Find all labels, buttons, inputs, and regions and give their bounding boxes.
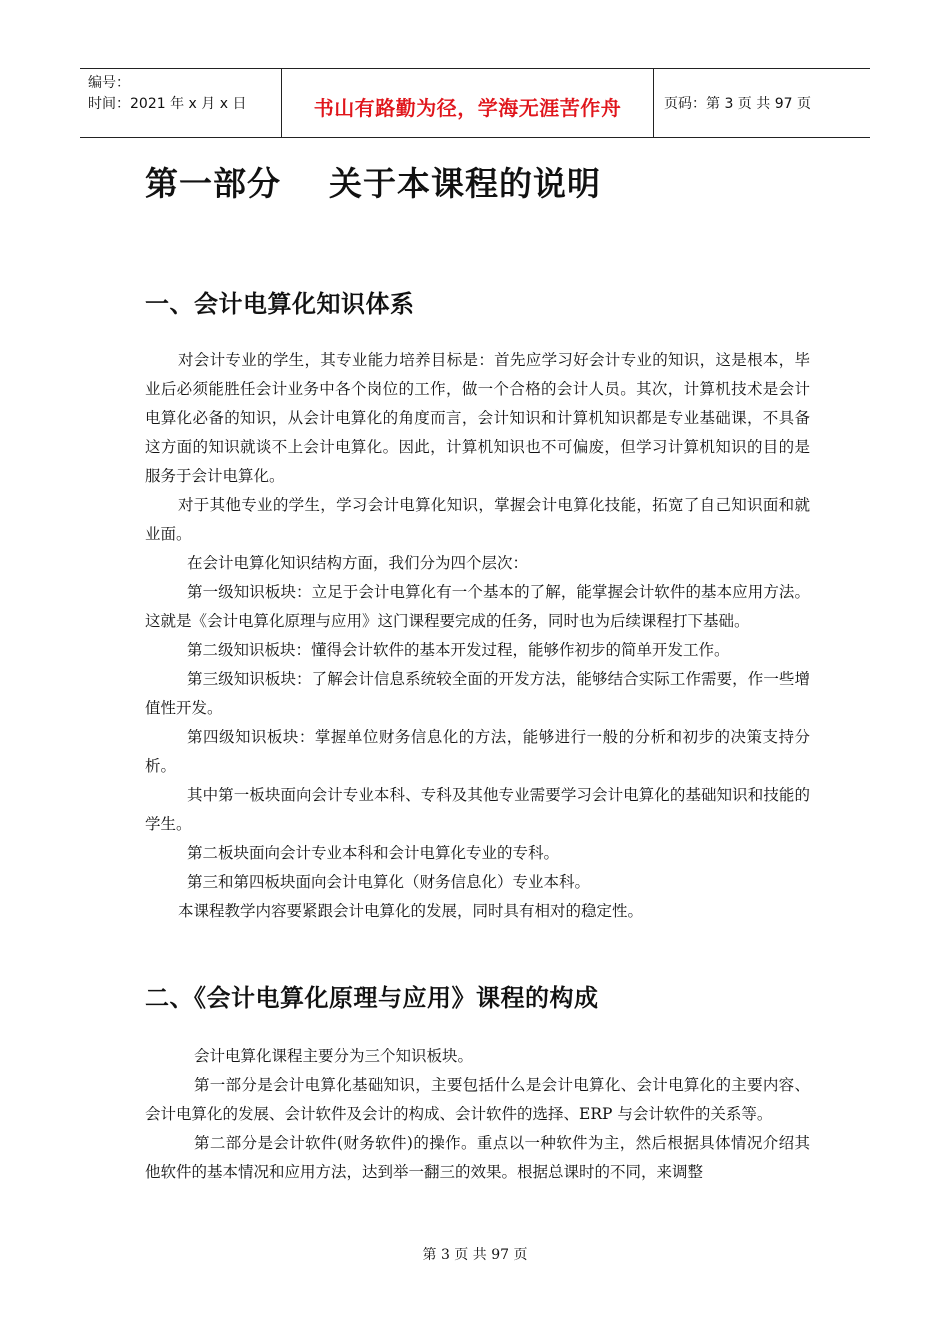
paragraph: 其中第一板块面向会计专业本科、专科及其他专业需要学习会计电算化的基础知识和技能的学生。 xyxy=(145,786,810,833)
document-title-subject: 关于本课程的说明 xyxy=(329,164,601,203)
date-line: 时间：2021 年 x 月 x 日 xyxy=(88,96,247,112)
paragraph: 对会计专业的学生，其专业能力培养目标是：首先应学习好会计专业的知识，这是根本，毕业后必须能胜任会计业务中各个岗位的工作，做一个合格的会计人员。其次，计算机技术是会计电算化必备的知识，从会计电算化的角度而言，会计知识和计算机知识都是专业基础课，不具备这方面的知识就谈不上会计电算化。因此，计算机知识也不可偏废，但学习计算机知识的目的是服务于会计电算化。 xyxy=(145,351,810,485)
header-motto: 书山有路勤为径，学海无涯苦作舟 xyxy=(282,69,654,137)
page-header xyxy=(80,68,870,138)
paragraph: 第二级知识板块：懂得会计软件的基本开发过程，能够作初步的简单开发工作。 xyxy=(187,641,730,659)
paragraph: 第一部分是会计电算化基础知识，主要包括什么是会计电算化、会计电算化的主要内容、会计电算化的发展、会计软件及会计的构成、会计软件的选择、ERP 与会计软件的关系等。 xyxy=(145,1076,810,1123)
page-footer: 第 3 页 共 97 页 xyxy=(422,1247,528,1263)
document-title-part: 第一部分 xyxy=(145,164,281,203)
section-heading-2: 二、《会计电算化原理与应用》课程的构成 xyxy=(145,984,599,1012)
section-1-body xyxy=(145,346,810,926)
section-2-body xyxy=(145,1042,810,1187)
paragraph: 第二部分是会计软件(财务软件)的操作。重点以一种软件为主，然后根据具体情况介绍其他软件的基本情况和应用方法，达到举一翻三的效果。根据总课时的不同，来调整 xyxy=(145,1134,810,1181)
paragraph: 第四级知识板块：掌握单位财务信息化的方法，能够进行一般的分析和初步的决策支持分析。 xyxy=(145,728,810,775)
number-label: 编号： xyxy=(88,75,130,91)
paragraph: 会计电算化课程主要分为三个知识板块。 xyxy=(194,1047,474,1065)
section-heading-1: 一、会计电算化知识体系 xyxy=(145,290,415,318)
paragraph: 本课程教学内容要紧跟会计电算化的发展，同时具有相对的稳定性。 xyxy=(178,902,644,920)
header-meta xyxy=(80,69,282,137)
paragraph: 第三和第四板块面向会计电算化（财务信息化）专业本科。 xyxy=(187,873,591,891)
document-title xyxy=(145,158,601,205)
paragraph: 第二板块面向会计专业本科和会计电算化专业的专科。 xyxy=(187,844,560,862)
paragraph: 第一级知识板块：立足于会计电算化有一个基本的了解，能掌握会计软件的基本应用方法。这就是《会计电算化原理与应用》这门课程要完成的任务，同时也为后续课程打下基础。 xyxy=(145,583,810,630)
paragraph: 在会计电算化知识结构方面，我们分为四个层次： xyxy=(187,554,529,572)
header-page-info: 页码：第 3 页 共 97 页 xyxy=(664,96,811,112)
paragraph: 对于其他专业的学生，学习会计电算化知识，掌握会计电算化技能，拓宽了自己知识面和就业面。 xyxy=(145,496,810,543)
paragraph: 第三级知识板块：了解会计信息系统较全面的开发方法，能够结合实际工作需要，作一些增值性开发。 xyxy=(145,670,810,717)
